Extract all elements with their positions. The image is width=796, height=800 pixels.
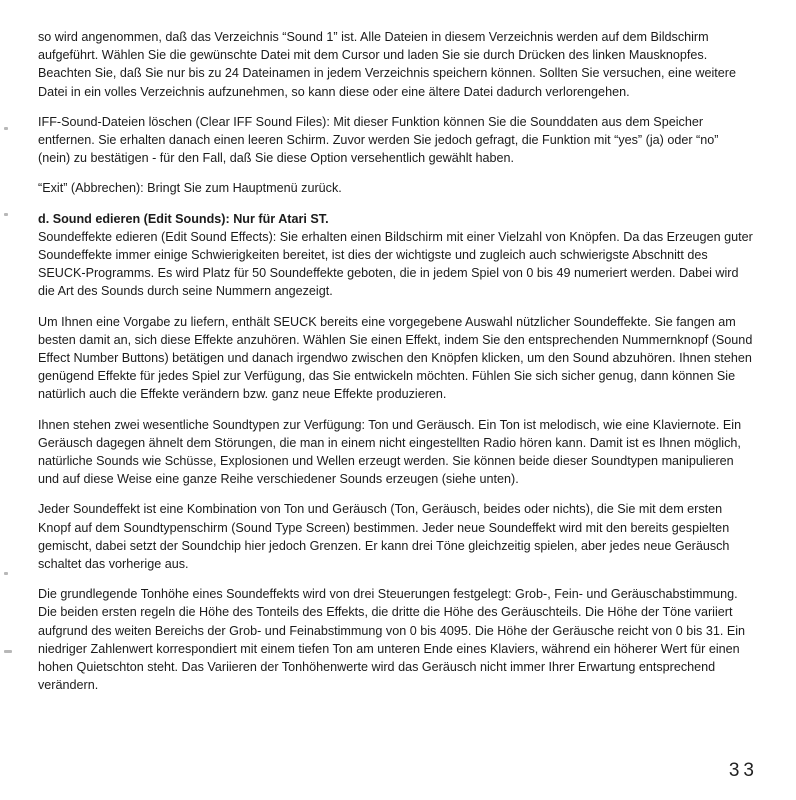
paragraph-combination: Jeder Soundeffekt ist eine Kombination von Ton und Geräusch (Ton, Geräusch, beides oder nichts), die Sie mit dem ersten Knopf auf dem Soundtypenschirm (Sound Type Screen) bestimmen. Jeder neue Soundeffekt wird mit den bereits gespielten gemischt, dabei setzt der Soundchip hier jedoch Grenzen. Er kann drei Töne gleichzeitig spielen, aber jedes neue Geräusch schaltet das vorherige aus. bbox=[38, 502, 730, 572]
paragraph-default-selection: Um Ihnen eine Vorgabe zu liefern, enthält SEUCK bereits eine vorgegebene Auswahl nützlicher Soundeffekte. Sie fangen am besten damit an, sich diese Effekte anzuhören. Wählen Sie einen Effekt, indem Sie den entsprechenden Nummernknopf (Sound Effect Number Buttons) betätigen und danach irgendwo zwischen den Knöpfen klicken, um den Sound abzuhören. Ihnen stehen genügend Effekte für jedes Spiel zur Verfügung, das Sie entwickeln möchten. Fühlen Sie sich sicher genug, dann können Sie natürlich auch die Effekte verändern bzw. ganz neue Effekte produzieren. bbox=[38, 314, 753, 402]
margin-mark bbox=[4, 127, 8, 130]
margin-mark bbox=[4, 572, 8, 575]
margin-mark bbox=[4, 650, 12, 653]
margin-mark bbox=[4, 213, 8, 216]
document-page bbox=[38, 28, 754, 695]
page-number: 33 bbox=[728, 760, 758, 781]
paragraph-sound-types: Ihnen stehen zwei wesentliche Soundtypen zur Verfügung: Ton und Geräusch. Ein Ton ist melodisch, wie eine Klaviernote. Ein Geräusch dagegen ähnelt dem Störungen, die man in einem nicht eingestellten Radio hören kann. Damit ist es Ihnen möglich, natürliche Sounds wie Schüsse, Explosionen und Wellen erzeugt werden. Sie können beide dieser Soundtypen manipulieren und auf diese Weise eine ganze Reihe verschiedener Sounds erzeugen (siehe unten). bbox=[38, 417, 742, 487]
paragraph-clear-iff: IFF-Sound-Dateien löschen (Clear IFF Sound Files): Mit dieser Funktion können Sie die Sounddaten aus dem Speicher entfernen. Sie erhalten danach einen leeren Schirm. Zuvor werden Sie jedoch gefragt, die Funktion mit “yes” (ja) oder “no” (nein) zu bestätigen - für den Fall, daß Sie diese Option versehentlich gewählt haben. bbox=[38, 114, 719, 166]
paragraph-exit: “Exit” (Abbrechen): Bringt Sie zum Hauptmenü zurück. bbox=[38, 181, 342, 196]
section-heading: d. Sound edieren (Edit Sounds): Nur für Atari ST. bbox=[38, 211, 329, 226]
paragraph-edit-sound-effects: Soundeffekte edieren (Edit Sound Effects): Sie erhalten einen Bildschirm mit einer Vielzahl von Knöpfen. Da das Erzeugen guter Soundeffekte immer einige Schwierigkeiten bereitet, ist dies der wichtigste und zugleich auch schwierigste Abschnitt des SEUCK-Programms. Es wird Platz für 50 Soundeffekte geboten, die in jedem Spiel von 0 bis 49 numeriert werden. Dabei wird die Art des Sounds durch seine Nummern angezeigt. bbox=[38, 229, 753, 299]
paragraph-pitch: Die grundlegende Tonhöhe eines Soundeffekts wird von drei Steuerungen festgelegt: Grob-, Fein- und Geräuschabstimmung. Die beiden ersten regeln die Höhe des Tonteils des Effekts, die dritte die Höhe des Geräuschteils. Die Höhe der Töne variiert aufgrund des weiten Bereichs der Grob- und Feinabstimmung von 0 bis 4095. Die Höhe der Geräusche reicht von 0 bis 31. Ein niedriger Zahlenwert korrespondiert mit einem tiefen Ton am unteren Ende eines Klaviers, während ein höherer Wert für einen hohen Quietschton steht. Das Variieren der Tonhöhenwerte wird das Geräusch nicht immer Ihrer Erwartung entsprechend verändern. bbox=[38, 587, 746, 693]
paragraph-directory: so wird angenommen, daß das Verzeichnis “Sound 1” ist. Alle Dateien in diesem Verzeichnis werden auf dem Bildschirm aufgeführt. Wählen Sie die gewünschte Datei mit dem Cursor und laden Sie sie durch Drücken des linken Mausknopfes. Beachten Sie, daß Sie nur bis zu 24 Dateinamen in jedem Verzeichnis speichern können. Sollten Sie versuchen, eine weitere Datei in ein volles Verzeichnis aufzunehmen, so kann diese oder eine ältere Datei dadurch verlorengehen. bbox=[38, 30, 736, 99]
